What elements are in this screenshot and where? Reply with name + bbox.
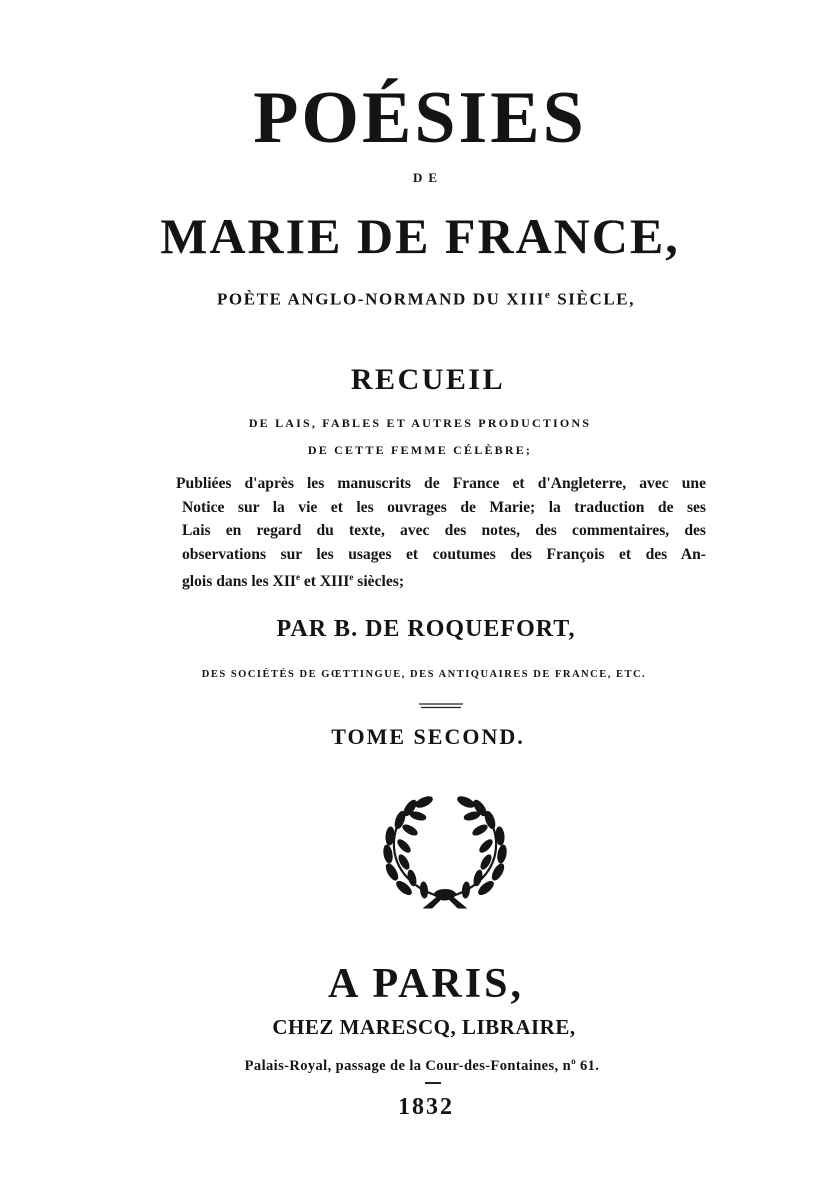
address-text: Palais-Royal, passage de la Cour-des-Fontaines, n bbox=[244, 1057, 572, 1074]
recueil-subline-2: DE CETTE FEMME CÉLÈBRE; bbox=[307, 443, 533, 457]
paragraph-line bbox=[176, 566, 706, 594]
title-connector: DE bbox=[412, 170, 444, 185]
paragraph-line: Notice sur la vie et les ouvrages de Marie; la traduction de ses bbox=[182, 498, 706, 516]
century-superscript: e bbox=[544, 289, 552, 301]
number-superscript: o bbox=[571, 1056, 576, 1066]
paragraph-line: Publiées d'après les manuscrits de France et d'Angleterre, avec une bbox=[176, 475, 706, 492]
author-description-text: POÈTE ANGLO-NORMAND DU XIII bbox=[216, 289, 545, 309]
paragraph-fragment: siècles; bbox=[353, 573, 405, 591]
imprint-city: A PARIS, bbox=[328, 961, 524, 1007]
volume-label: TOME SECOND. bbox=[331, 724, 525, 749]
year-rule bbox=[425, 1082, 441, 1084]
paragraph-fragment: glois dans les XII bbox=[182, 573, 296, 591]
paragraph-fragment: et XIII bbox=[299, 573, 350, 591]
superscript: e bbox=[295, 572, 300, 583]
author-description bbox=[6, 283, 840, 312]
publication-year: 1832 bbox=[398, 1094, 454, 1120]
recueil-heading: RECUEIL bbox=[350, 363, 506, 396]
editor-byline: PAR B. DE ROQUEFORT, bbox=[276, 616, 576, 642]
imprint-address bbox=[2, 1051, 840, 1076]
superscript: e bbox=[349, 572, 354, 583]
book-title: POÉSIES bbox=[253, 77, 587, 159]
editor-affiliations: DES SOCIÉTÉS DE GŒTTINGUE, DES ANTIQUAIRES DE FRANCE, ETC. bbox=[201, 669, 647, 680]
author-name: MARIE DE FRANCE, bbox=[160, 208, 680, 264]
imprint-publisher: CHEZ MARESCQ, LIBRAIRE, bbox=[272, 1015, 576, 1039]
recueil-subline-1: DE LAIS, FABLES ET AUTRES PRODUCTIONS bbox=[248, 416, 592, 430]
author-description-end: SIÈCLE, bbox=[551, 289, 636, 309]
address-number: 61. bbox=[575, 1057, 600, 1074]
laurel-wreath-icon bbox=[374, 790, 516, 910]
description-paragraph bbox=[176, 472, 706, 594]
paragraph-line: observations sur les usages et coutumes des François et des An- bbox=[182, 545, 706, 563]
paragraph-line: Lais en regard du texte, avec des notes, des commentaires, des bbox=[182, 522, 706, 540]
divider-ornament-icon bbox=[418, 702, 464, 710]
